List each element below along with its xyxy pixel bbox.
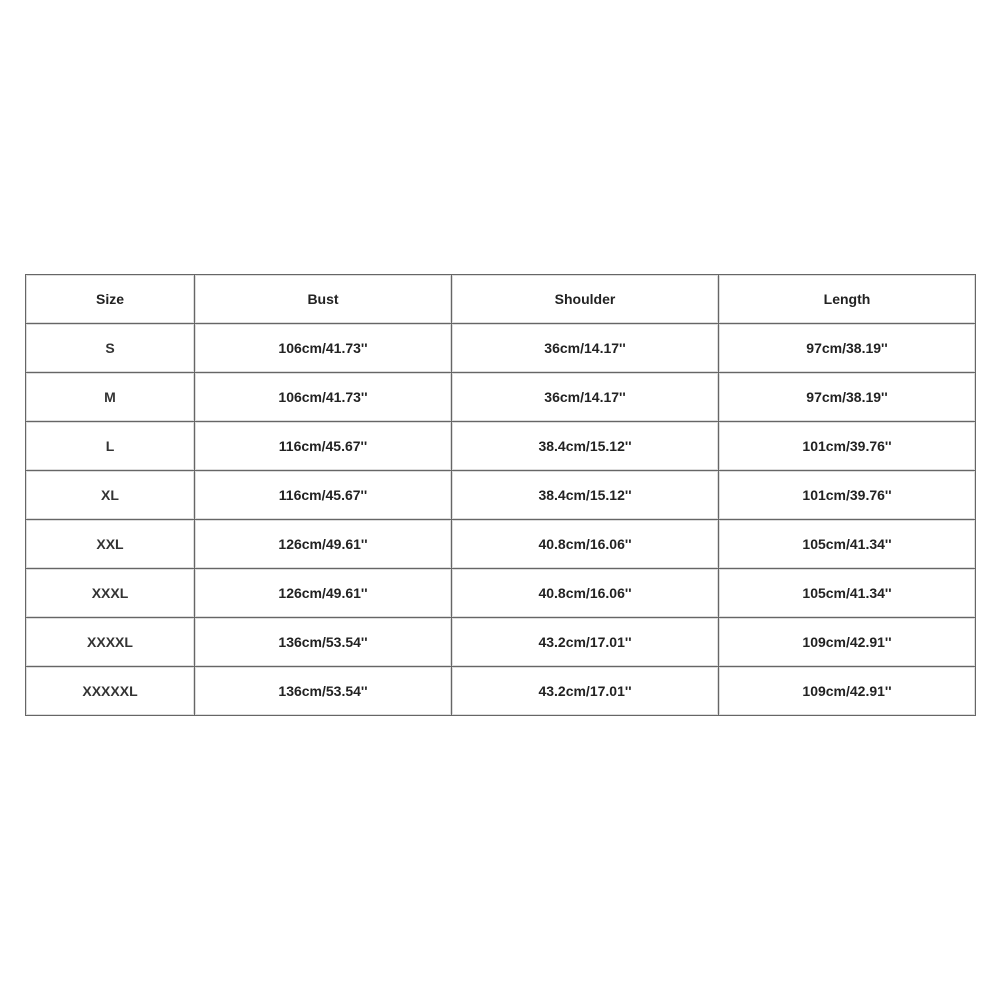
table-row: [26, 667, 976, 716]
table-row: [26, 422, 976, 471]
header-size: Size: [26, 275, 195, 324]
table-row: [26, 373, 976, 422]
size-chart-header: [26, 275, 976, 324]
size-cell: XL: [26, 471, 195, 520]
size-cell: S: [26, 324, 195, 373]
length-cell: 101cm/39.76'': [719, 422, 976, 471]
shoulder-cell: 40.8cm/16.06'': [452, 520, 719, 569]
header-row: [26, 275, 976, 324]
bust-cell: 136cm/53.54'': [195, 618, 452, 667]
size-chart-table: [25, 274, 976, 716]
size-cell: XXXXXL: [26, 667, 195, 716]
size-cell: XXL: [26, 520, 195, 569]
size-cell: M: [26, 373, 195, 422]
size-cell: XXXXL: [26, 618, 195, 667]
shoulder-cell: 38.4cm/15.12'': [452, 422, 719, 471]
length-cell: 109cm/42.91'': [719, 618, 976, 667]
length-cell: 105cm/41.34'': [719, 520, 976, 569]
length-cell: 109cm/42.91'': [719, 667, 976, 716]
bust-cell: 126cm/49.61'': [195, 569, 452, 618]
shoulder-cell: 36cm/14.17'': [452, 324, 719, 373]
shoulder-cell: 40.8cm/16.06'': [452, 569, 719, 618]
bust-cell: 136cm/53.54'': [195, 667, 452, 716]
size-cell: L: [26, 422, 195, 471]
length-cell: 97cm/38.19'': [719, 324, 976, 373]
header-bust: Bust: [195, 275, 452, 324]
bust-cell: 116cm/45.67'': [195, 471, 452, 520]
length-cell: 97cm/38.19'': [719, 373, 976, 422]
bust-cell: 106cm/41.73'': [195, 373, 452, 422]
table-row: [26, 569, 976, 618]
shoulder-cell: 43.2cm/17.01'': [452, 618, 719, 667]
length-cell: 101cm/39.76'': [719, 471, 976, 520]
bust-cell: 106cm/41.73'': [195, 324, 452, 373]
table-row: [26, 618, 976, 667]
table-row: [26, 324, 976, 373]
length-cell: 105cm/41.34'': [719, 569, 976, 618]
table-row: [26, 471, 976, 520]
size-cell: XXXL: [26, 569, 195, 618]
header-shoulder: Shoulder: [452, 275, 719, 324]
header-length: Length: [719, 275, 976, 324]
bust-cell: 116cm/45.67'': [195, 422, 452, 471]
shoulder-cell: 43.2cm/17.01'': [452, 667, 719, 716]
shoulder-cell: 36cm/14.17'': [452, 373, 719, 422]
shoulder-cell: 38.4cm/15.12'': [452, 471, 719, 520]
size-chart-body: [26, 324, 976, 716]
table-row: [26, 520, 976, 569]
bust-cell: 126cm/49.61'': [195, 520, 452, 569]
